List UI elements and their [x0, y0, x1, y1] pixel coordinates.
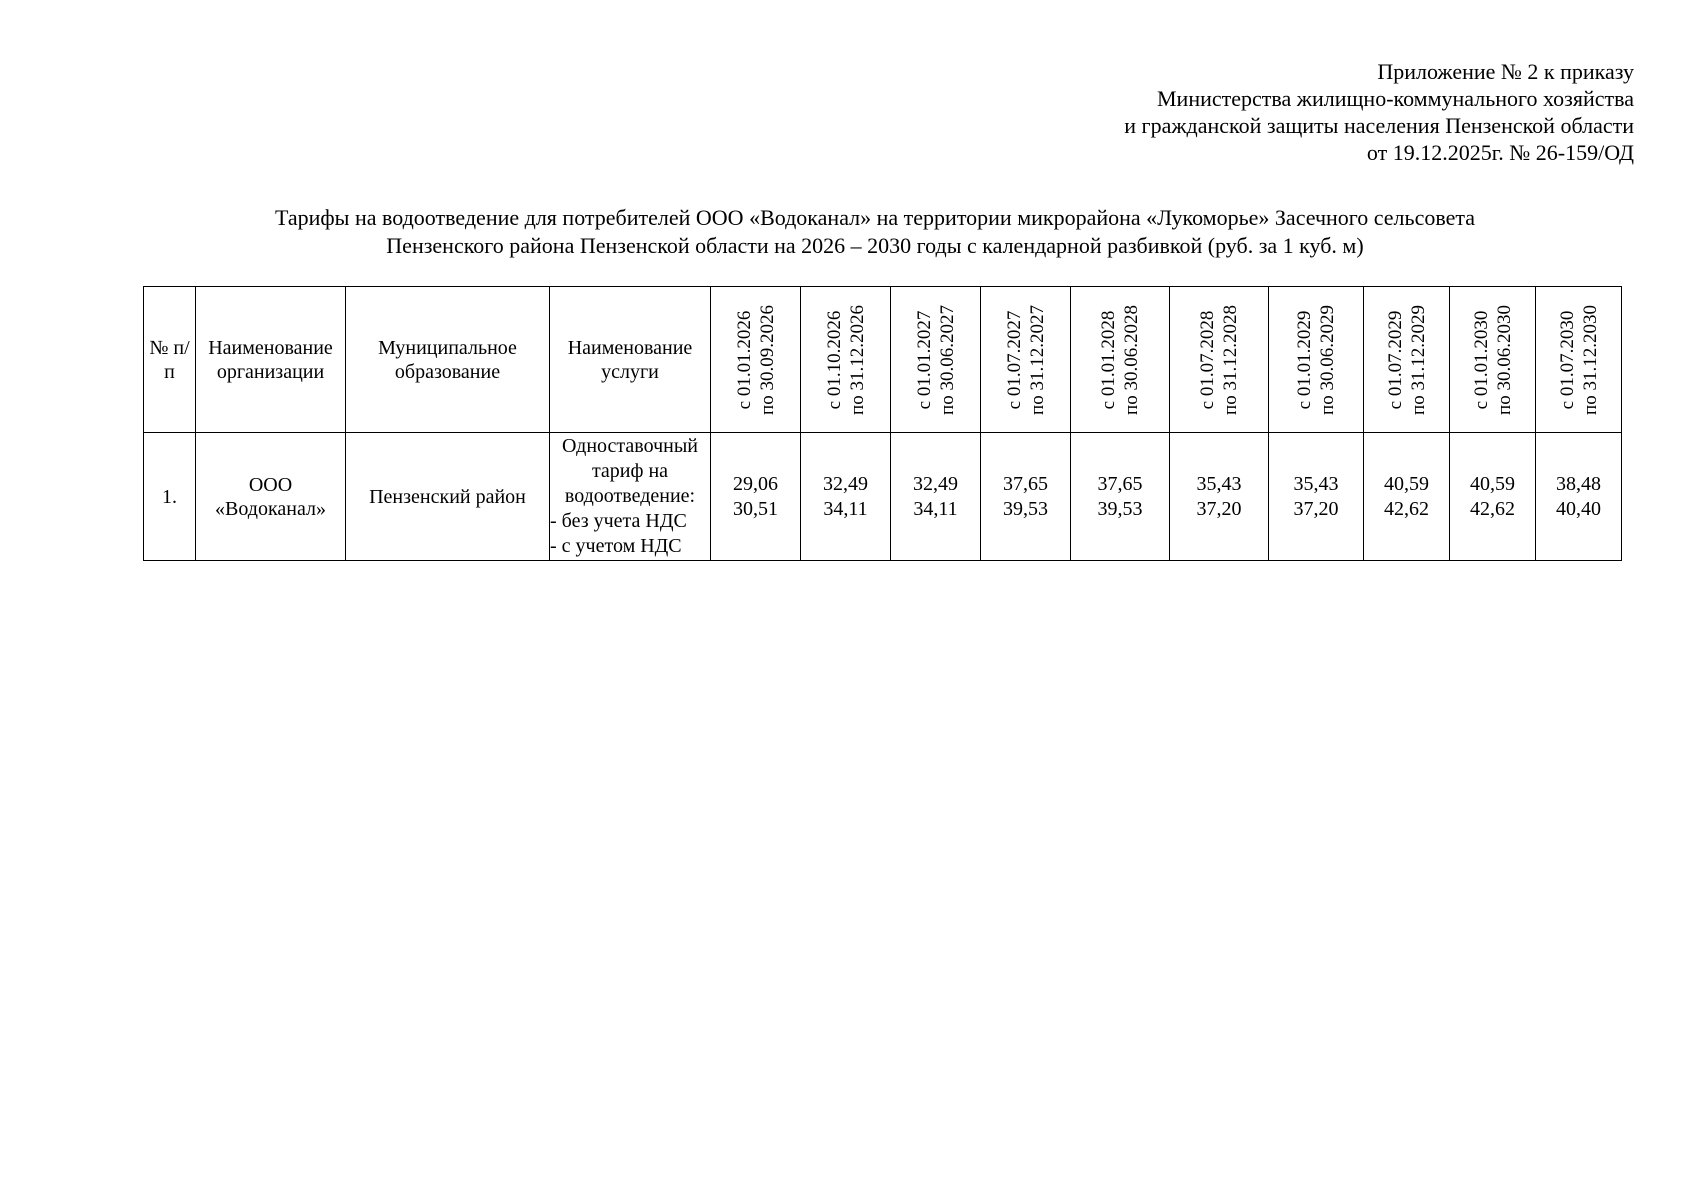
header-period: с 01.07.2030 по 31.12.2030	[1536, 287, 1622, 433]
header-period: с 01.07.2028 по 31.12.2028	[1170, 287, 1269, 433]
appendix-block	[834, 58, 1634, 166]
header-period: с 01.01.2030 по 30.06.2030	[1450, 287, 1536, 433]
header-period: с 01.10.2026 по 31.12.2026	[801, 287, 891, 433]
appendix-line: Приложение № 2 к приказу	[1377, 59, 1634, 84]
header-period: с 01.07.2027 по 31.12.2027	[981, 287, 1071, 433]
appendix-line: от 19.12.2025г. № 26-159/ОД	[1366, 140, 1634, 165]
appendix-line: Министерства жилищно-коммунального хозяйства	[1156, 86, 1634, 111]
header-num: № п/п	[144, 287, 196, 433]
tariff-value: 38,48 40,40	[1536, 433, 1622, 561]
table-header-row	[144, 287, 1622, 433]
document-title	[140, 204, 1610, 260]
tariff-value: 32,49 34,11	[891, 433, 981, 561]
appendix-line: и гражданской защиты населения Пензенской области	[1124, 113, 1634, 138]
tariff-value: 40,59 42,62	[1364, 433, 1450, 561]
header-municipality: Муниципальное образование	[346, 287, 550, 433]
row-num: 1.	[144, 433, 196, 561]
tariff-value: 29,06 30,51	[711, 433, 801, 561]
tariff-value: 40,59 42,62	[1450, 433, 1536, 561]
tariff-value: 37,65 39,53	[981, 433, 1071, 561]
tariff-value: 32,49 34,11	[801, 433, 891, 561]
table-row	[144, 433, 1622, 561]
tariff-value: 37,65 39,53	[1071, 433, 1170, 561]
header-period: с 01.01.2029 по 30.06.2029	[1269, 287, 1364, 433]
header-period: с 01.07.2029 по 31.12.2029	[1364, 287, 1450, 433]
tariff-value: 35,43 37,20	[1269, 433, 1364, 561]
row-municipality: Пензенский район	[346, 433, 550, 561]
header-service: Наименование услуги	[550, 287, 711, 433]
tariff-value: 35,43 37,20	[1170, 433, 1269, 561]
row-service: Одноставочный тариф на водоотведение: - без учета НДС - с учетом НДС	[550, 433, 711, 561]
header-organization: Наименование организации	[196, 287, 346, 433]
row-organization: ООО «Водоканал»	[196, 433, 346, 561]
title-line: Пензенского района Пензенской области на 2026 – 2030 годы с календарной разбивкой (руб. за 1 куб. м)	[386, 233, 1364, 258]
title-line: Тарифы на водоотведение для потребителей ООО «Водоканал» на территории микрорайона «Лукоморье» Засечного сельсовета	[275, 205, 1475, 230]
tariff-table	[143, 286, 1622, 561]
header-period: с 01.01.2026 по 30.09.2026	[711, 287, 801, 433]
header-period: с 01.01.2027 по 30.06.2027	[891, 287, 981, 433]
header-period: с 01.01.2028 по 30.06.2028	[1071, 287, 1170, 433]
